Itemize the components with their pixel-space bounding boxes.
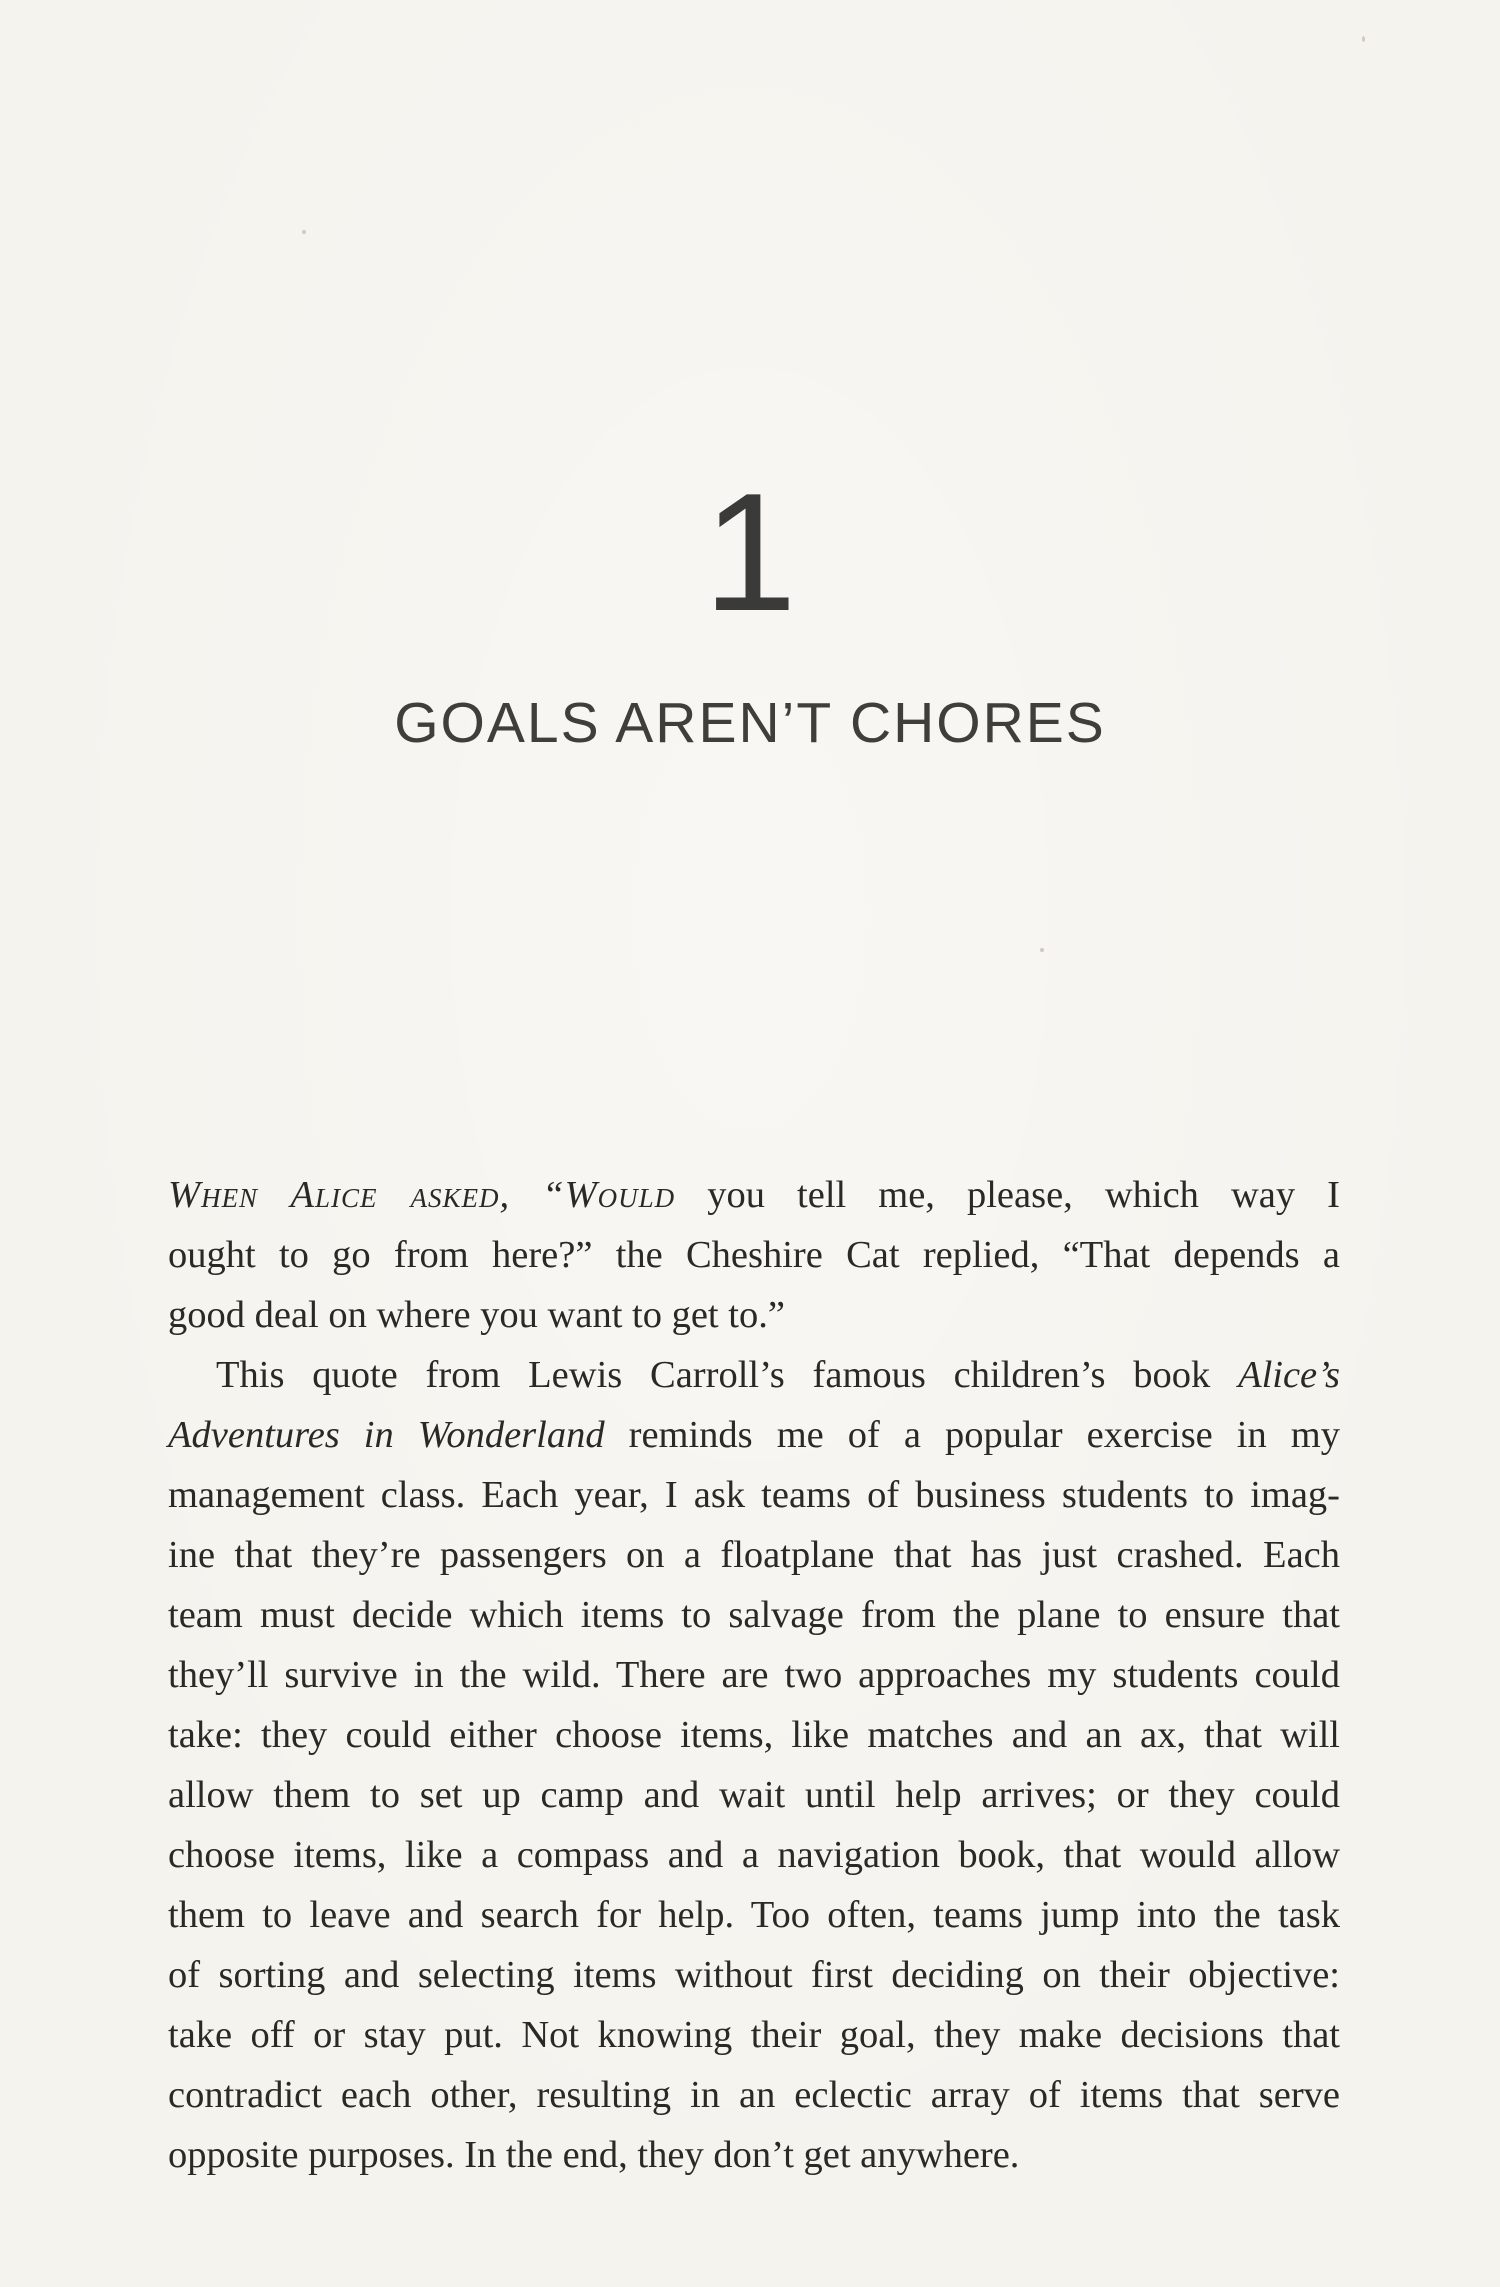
chapter-number: 1 (703, 458, 797, 646)
opening-line-rest: you tell me, please, which way I (675, 1174, 1340, 1216)
paragraph-2-line: contradict each other, resulting in an eclectic array of items that serve (168, 2074, 1340, 2116)
paragraph-2-line: team must decide which items to salvage from the plane to ensure that (168, 1594, 1340, 1636)
paper-speck (302, 230, 306, 234)
paragraph-2-line: take: they could either choose items, like matches and an ax, that will (168, 1714, 1340, 1756)
paragraph-2-line: them to leave and search for help. Too often, teams jump into the task (168, 1894, 1340, 1936)
paragraph-2-line-2-rest: reminds me of a popular exercise in my (604, 1414, 1340, 1456)
paragraph-2-line-2 (168, 1405, 1340, 1465)
opening-small-caps: When Alice asked, (168, 1174, 511, 1216)
paragraph-1-line-3: good deal on where you want to get to.” (168, 1294, 785, 1336)
paragraph-2-line: take off or stay put. Not knowing their goal, they make decisions that (168, 2014, 1340, 2056)
paragraph-1-line-1 (168, 1165, 1340, 1225)
paragraph-2-last-line: opposite purposes. In the end, they don’t get anywhere. (168, 2134, 1020, 2176)
paragraph-2-line-1 (168, 1345, 1340, 1405)
paragraph-2-line: of sorting and selecting items without first deciding on their objective: (168, 1954, 1340, 1996)
paragraph-2-lead: This quote from Lewis Carroll’s famous children’s book (216, 1354, 1239, 1396)
paragraph-2-line: allow them to set up camp and wait until help arrives; or they could (168, 1774, 1340, 1816)
paragraph-2-line: they’ll survive in the wild. There are two approaches my students could (168, 1654, 1340, 1696)
paragraph-2-line: choose items, like a compass and a navigation book, that would allow (168, 1834, 1340, 1876)
chapter-body (168, 1165, 1340, 2185)
paragraph-2-line: ine that they’re passengers on a floatplane that has just crashed. Each (168, 1534, 1340, 1576)
paragraph-2-line: management class. Each year, I ask teams of business students to imag- (168, 1474, 1340, 1516)
paper-speck (1040, 948, 1044, 952)
paper-speck (1362, 36, 1365, 42)
book-title-part-1: Alice’s (1238, 1354, 1340, 1396)
chapter-title: GOALS AREN’T CHORES (394, 691, 1106, 755)
paragraph-1-line-2: ought to go from here?” the Cheshire Cat replied, “That depends a (168, 1234, 1340, 1276)
book-title-part-2: Adventures in Wonderland (168, 1414, 605, 1456)
opening-quote-small-caps: “Would (542, 1174, 676, 1216)
